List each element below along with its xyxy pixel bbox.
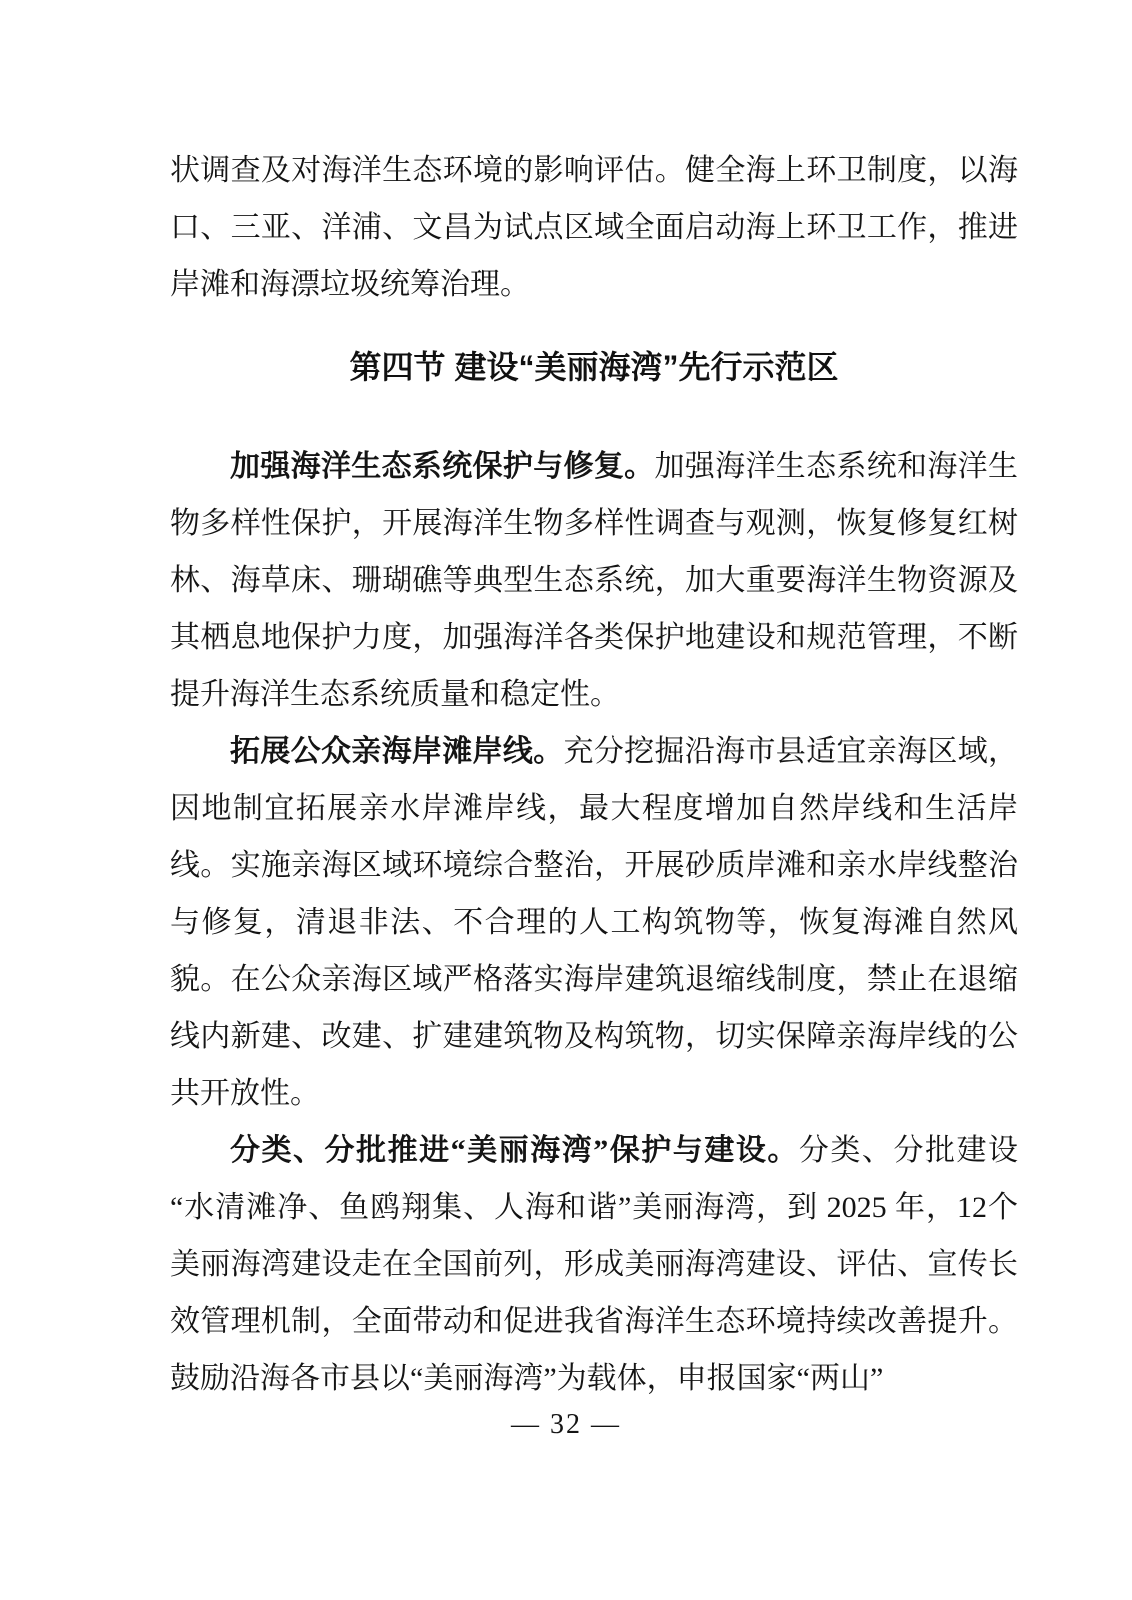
section-heading: 第四节 建设“美丽海湾”先行示范区 <box>349 349 839 385</box>
paragraph-marine-ecosystem <box>170 438 1018 723</box>
page-number: — 32 — <box>511 1409 621 1440</box>
paragraph-text: 分类、分批建设“水清滩净、鱼鸥翔集、人海和谐”美丽海湾，到 2025 年，12个美丽海湾建设走在全国前列，形成美丽海湾建设、评估、宣传长效管理机制，全面带动和促进我省海洋生态环境持续改善提升。鼓励沿海各市县以“美丽海湾”为载体，申报国家“两山” <box>170 1134 1019 1395</box>
paragraph-text: 加强海洋生态系统和海洋生物多样性保护，开展海洋生物多样性调查与观测，恢复修复红树林、海草床、珊瑚礁等典型生态系统，加大重要海洋生物资源及其栖息地保护力度，加强海洋各类保护地建设和规范管理，不断提升海洋生态系统质量和稳定性。 <box>170 450 1019 711</box>
paragraph-text: 充分挖掘沿海市县适宜亲海区域，因地制宜拓展亲水岸滩岸线，最大程度增加自然岸线和生活岸线。实施亲海区域环境综合整治，开展砂质岸滩和亲水岸线整治与修复，清退非法、不合理的人工构筑物等，恢复海滩自然风貌。在公众亲海区域严格落实海岸建筑退缩线制度，禁止在退缩线内新建、改建、扩建建筑物及构筑物，切实保障亲海岸线的公共开放性。 <box>170 735 1019 1110</box>
paragraph-lead-bold: 分类、分批推进“美丽海湾”保护与建设。 <box>230 1134 799 1167</box>
paragraph-beautiful-bays <box>170 1122 1018 1407</box>
paragraph-lead-bold: 拓展公众亲海岸滩岸线。 <box>230 735 564 768</box>
paragraph-continuation <box>170 142 1018 313</box>
paragraph-lead-bold: 加强海洋生态系统保护与修复。 <box>230 450 655 483</box>
paragraph-text: 状调查及对海洋生态环境的影响评估。健全海上环卫制度，以海口、三亚、洋浦、文昌为试点区域全面启动海上环卫工作，推进岸滩和海漂垃圾统筹治理。 <box>170 154 1018 301</box>
paragraph-public-coastline <box>170 723 1018 1122</box>
document-content <box>170 142 1018 1407</box>
